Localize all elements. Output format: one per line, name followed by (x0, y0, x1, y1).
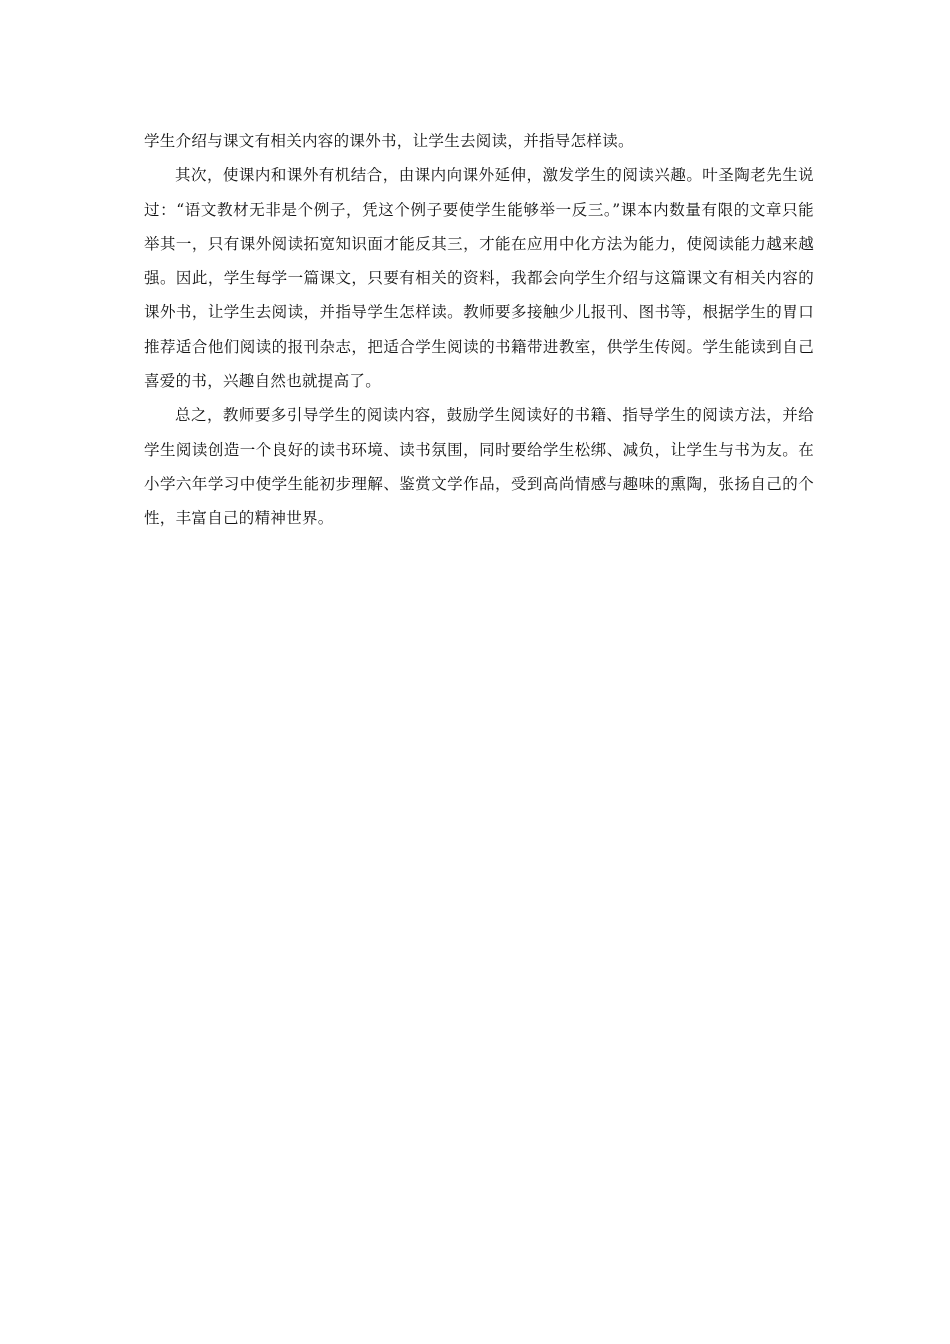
paragraph-continuation: 学生介绍与课文有相关内容的课外书，让学生去阅读，并指导怎样读。 (144, 132, 634, 150)
body-text (144, 124, 814, 536)
paragraph-conclusion: 总之，教师要多引导学生的阅读内容，鼓励学生阅读好的书籍、指导学生的阅读方法，并给学生阅读创造一个良好的读书环境、读书氛围，同时要给学生松绑、减负，让学生与书为友。在小学六年学习中使学生能初步理解、鉴赏文学作品，受到高尚情感与趣味的熏陶，张扬自己的个性，丰富自己的精神世界。 (144, 406, 814, 528)
paragraph-secondly: 其次，使课内和课外有机结合，由课内向课外延伸，激发学生的阅读兴趣。叶圣陶老先生说过：“语文教材无非是个例子，凭这个例子要使学生能够举一反三。”课本内数量有限的文章只能举其一，只有课外阅读拓宽知识面才能反其三，才能在应用中化方法为能力，使阅读能力越来越强。因此，学生每学一篇课文，只要有相关的资料，我都会向学生介绍与这篇课文有相关内容的课外书，让学生去阅读，并指导学生怎样读。教师要多接触少儿报刊、图书等，根据学生的胃口推荐适合他们阅读的报刊杂志，把适合学生阅读的书籍带进教室，供学生传阅。学生能读到自己喜爱的书，兴趣自然也就提高了。 (144, 166, 814, 391)
